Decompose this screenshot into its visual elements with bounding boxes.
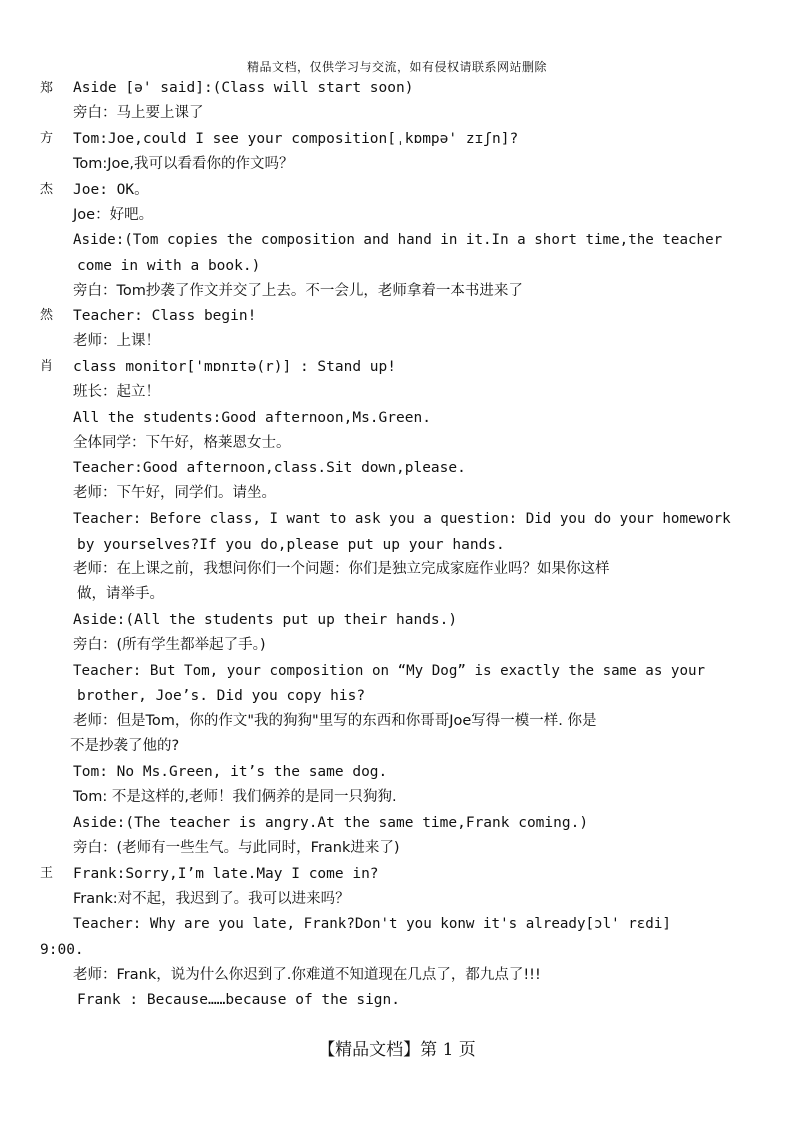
text-line: Tom: No Ms.Green, it’s the same dog. <box>73 764 388 780</box>
text-line: 老师：但是Tom，你的作文"我的狗狗"里写的东西和你哥哥Joe写得一模一样. 你是 <box>73 713 597 729</box>
text-line: Aside [ə' said]:(Class will start soon) <box>73 80 414 96</box>
text-line: Teacher: Why are you late, Frank?Don't you konw it's already[ɔl' rɛdi] <box>73 916 671 932</box>
text-line: come in with a book.) <box>77 258 261 274</box>
text-line: Teacher: But Tom, your composition on “My Dog” is exactly the same as your <box>73 663 706 679</box>
page-footer: 【精品文档】第 1 页 <box>318 1040 476 1060</box>
text-line: 9:00. <box>40 942 84 958</box>
text-line: Frank:Sorry,I’m late.May I come in? <box>73 866 379 882</box>
text-line: Frank : Because……because of the sign. <box>77 992 401 1008</box>
text-line: 老师：在上课之前，我想问你们一个问题：你们是独立完成家庭作业吗？如果你这样 <box>73 561 610 577</box>
text-line: brother, Joe’s. Did you copy his? <box>77 688 366 704</box>
text-line: 不是抄袭了他的? <box>70 738 180 754</box>
text-line: 老师：上课！ <box>73 333 160 349</box>
text-line: All the students:Good afternoon,Ms.Green. <box>73 410 431 426</box>
text-line: Teacher: Class begin! <box>73 308 257 324</box>
side-mark: 王 <box>40 866 54 881</box>
text-line: class monitor['mɒnɪtə(r)] : Stand up! <box>73 359 397 375</box>
text-line: by yourselves?If you do,please put up your hands. <box>77 537 505 553</box>
side-mark: 郑 <box>40 81 54 96</box>
side-mark: 肖 <box>40 359 54 374</box>
text-line: Joe：好吧。 <box>73 207 154 223</box>
side-mark: 然 <box>40 308 54 323</box>
text-line: 旁白：Tom抄袭了作文并交了上去。不一会儿，老师拿着一本书进来了 <box>73 283 523 299</box>
side-mark: 方 <box>40 131 54 146</box>
page-header: 精品文档，仅供学习与交流，如有侵权请联系网站删除 <box>246 60 547 74</box>
text-line: 班长：起立！ <box>73 384 160 400</box>
text-line: Tom:Joe,我可以看看你的作文吗？ <box>73 156 294 172</box>
text-line: Frank:对不起，我迟到了。我可以进来吗？ <box>73 891 350 907</box>
text-line: 旁白：(所有学生都举起了手。) <box>73 637 266 653</box>
text-line: Aside:(The teacher is angry.At the same time,Frank coming.) <box>73 815 589 831</box>
text-line: Aside:(Tom copies the composition and hand in it.In a short time,the teacher <box>73 232 723 248</box>
text-line: 旁白：(老师有一些生气。与此同时，Frank进来了) <box>73 840 400 856</box>
text-line: 旁白：马上要上课了 <box>73 105 204 121</box>
text-line: Joe: OK。 <box>73 182 149 198</box>
text-line: 做，请举手。 <box>77 586 164 602</box>
text-line: Aside:(All the students put up their hands.) <box>73 612 458 628</box>
text-line: 全体同学：下午好，格莱恩女士。 <box>73 435 291 451</box>
text-line: 老师：下午好，同学们。请坐。 <box>73 485 276 501</box>
text-line: Teacher: Before class, I want to ask you a question: Did you do your homework <box>73 511 731 527</box>
text-line: Tom:Joe,could I see your composition[ˌkɒmpə' zɪʃn]? <box>73 131 519 147</box>
text-line: Tom: 不是这样的,老师！我们俩养的是同一只狗狗. <box>73 789 397 805</box>
text-line: Teacher:Good afternoon,class.Sit down,please. <box>73 460 466 476</box>
text-line: 老师：Frank，说为什么你迟到了.你难道不知道现在几点了，都九点了!!! <box>73 967 541 983</box>
side-mark: 杰 <box>40 182 54 197</box>
